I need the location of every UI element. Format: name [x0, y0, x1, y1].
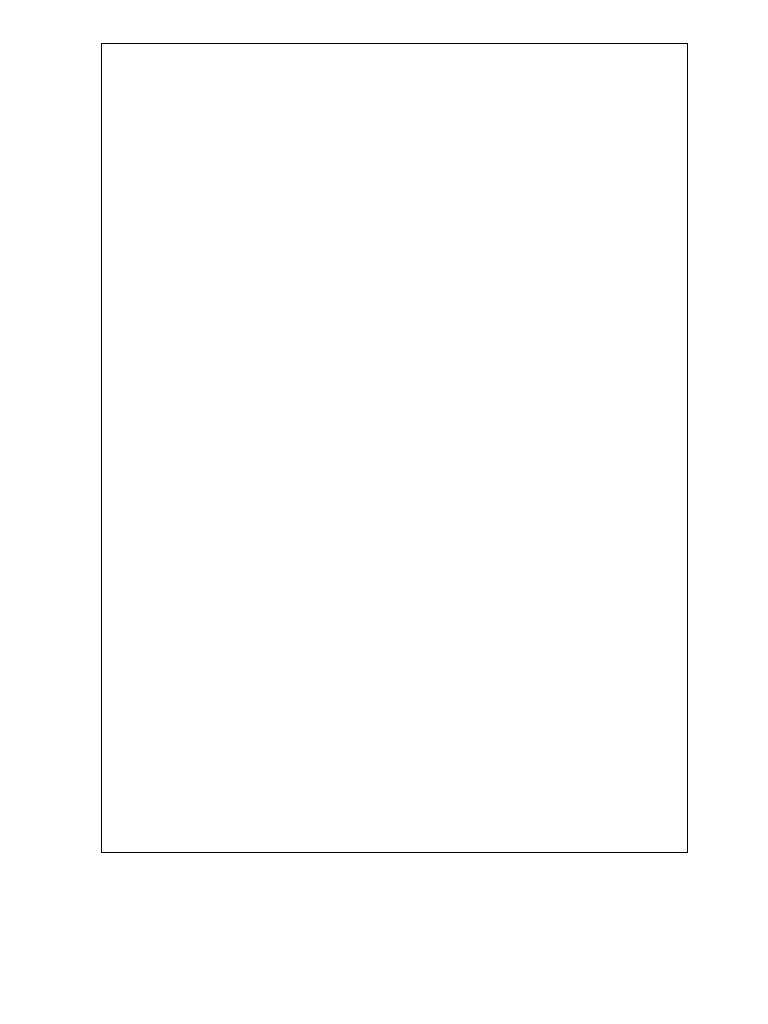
datasheet — [101, 43, 688, 853]
